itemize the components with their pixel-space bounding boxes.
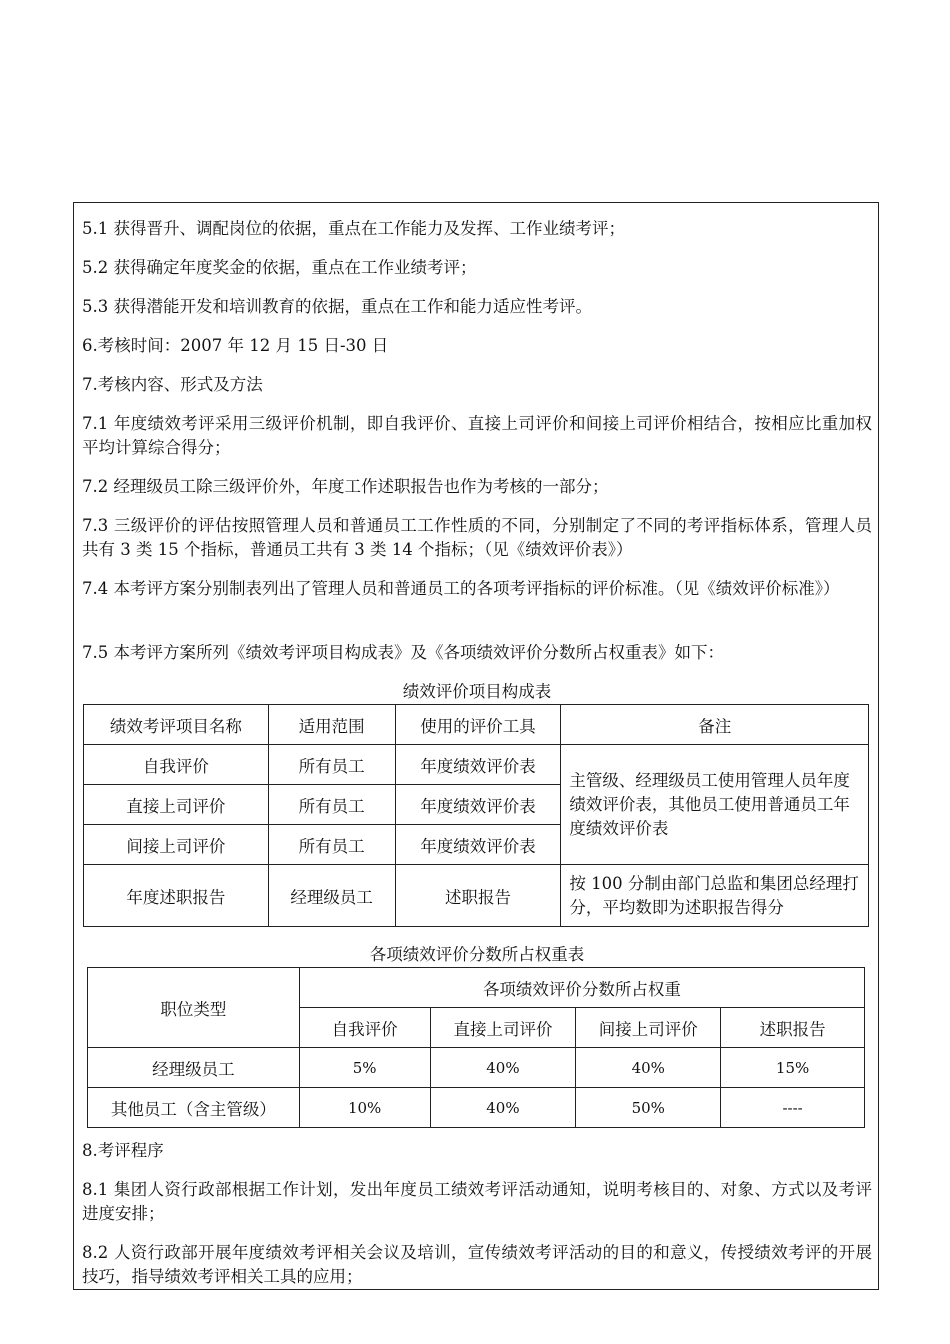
table-header-cell: 自我评价	[299, 1008, 430, 1048]
table-cell: 10%	[299, 1088, 430, 1128]
table-cell: 年度绩效评价表	[395, 785, 561, 825]
weight-table	[87, 967, 865, 1128]
table-header-cell: 直接上司评价	[430, 1008, 576, 1048]
table-cell: 经理级员工	[268, 865, 395, 927]
table-row	[84, 745, 869, 785]
table-row	[88, 1048, 865, 1088]
weight-group-header: 各项绩效评价分数所占权重	[299, 968, 864, 1008]
table-header-cell: 间接上司评价	[576, 1008, 721, 1048]
merged-note-cell: 主管级、经理级员工使用管理人员年度绩效评价表，其他员工使用普通员工年度绩效评价表	[561, 745, 869, 865]
paragraph-8: 8.考评程序	[82, 1141, 164, 1160]
paragraph-7-2: 7.2 经理级员工除三级评价外，年度工作述职报告也作为考核的一部分；	[82, 477, 609, 496]
table-header-row	[84, 705, 869, 745]
table-cell: 述职报告	[395, 865, 561, 927]
table1-caption: 绩效评价项目构成表	[402, 682, 552, 701]
table-cell: 经理级员工	[88, 1048, 300, 1088]
table-cell: 按 100 分制由部门总监和集团总经理打分，平均数即为述职报告得分	[561, 865, 869, 927]
table-header-cell: 备注	[561, 705, 869, 745]
paragraph-5-3: 5.3 获得潜能开发和培训教育的依据，重点在工作和能力适应性考评。	[82, 297, 592, 316]
paragraph-7-5: 7.5 本考评方案所列《绩效考评项目构成表》及《各项绩效评价分数所占权重表》如下：	[82, 643, 724, 662]
paragraph-6: 6.考核时间：2007 年 12 月 15 日-30 日	[82, 336, 389, 355]
table-header-row	[88, 968, 865, 1008]
table-cell: ----	[721, 1088, 865, 1128]
table-row	[84, 865, 869, 927]
table-cell: 40%	[430, 1088, 576, 1128]
table-cell: 15%	[721, 1048, 865, 1088]
table-cell: 其他员工（含主管级）	[88, 1088, 300, 1128]
table-cell: 5%	[299, 1048, 430, 1088]
paragraph-7-1: 7.1 年度绩效考评采用三级评价机制，即自我评价、直接上司评价和间接上司评价相结合，按相应比重加权平均计算综合得分；	[82, 414, 872, 457]
table-cell: 40%	[576, 1048, 721, 1088]
table-cell: 50%	[576, 1088, 721, 1128]
paragraph-7: 7.考核内容、形式及方法	[82, 375, 263, 394]
paragraph-7-3: 7.3 三级评价的评估按照管理人员和普通员工工作性质的不同，分别制定了不同的考评指标体系，管理人员共有 3 类 15 个指标，普通员工共有 3 类 14 个指标；（见《绩效评价表》）	[82, 516, 872, 559]
position-type-header: 职位类型	[88, 968, 300, 1048]
table-row	[88, 1088, 865, 1128]
table-header-cell: 述职报告	[721, 1008, 865, 1048]
table-header-cell: 使用的评价工具	[395, 705, 561, 745]
table-cell: 40%	[430, 1048, 576, 1088]
paragraph-5-1: 5.1 获得晋升、调配岗位的依据，重点在工作能力及发挥、工作业绩考评；	[82, 219, 625, 238]
table-cell: 间接上司评价	[84, 825, 269, 865]
table-cell: 所有员工	[268, 745, 395, 785]
paragraph-5-2: 5.2 获得确定年度奖金的依据，重点在工作业绩考评；	[82, 258, 477, 277]
table-cell: 所有员工	[268, 825, 395, 865]
paragraph-8-2: 8.2 人资行政部开展年度绩效考评相关会议及培训，宣传绩效考评活动的目的和意义，传授绩效考评的开展技巧，指导绩效考评相关工具的应用；	[82, 1243, 872, 1286]
performance-items-table	[83, 704, 869, 927]
table-cell: 直接上司评价	[84, 785, 269, 825]
table-cell: 年度述职报告	[84, 865, 269, 927]
table-cell: 年度绩效评价表	[395, 745, 561, 785]
paragraph-7-4: 7.4 本考评方案分别制表列出了管理人员和普通员工的各项考评指标的评价标准。（见《绩效评价标准》）	[82, 579, 840, 598]
table-cell: 自我评价	[84, 745, 269, 785]
table-cell: 年度绩效评价表	[395, 825, 561, 865]
paragraph-8-1: 8.1 集团人资行政部根据工作计划，发出年度员工绩效考评活动通知，说明考核目的、对象、方式以及考评进度安排；	[82, 1180, 872, 1223]
table-header-cell: 绩效考评项目名称	[84, 705, 269, 745]
table2-caption: 各项绩效评价分数所占权重表	[369, 945, 585, 964]
table-cell: 所有员工	[268, 785, 395, 825]
table-header-cell: 适用范围	[268, 705, 395, 745]
